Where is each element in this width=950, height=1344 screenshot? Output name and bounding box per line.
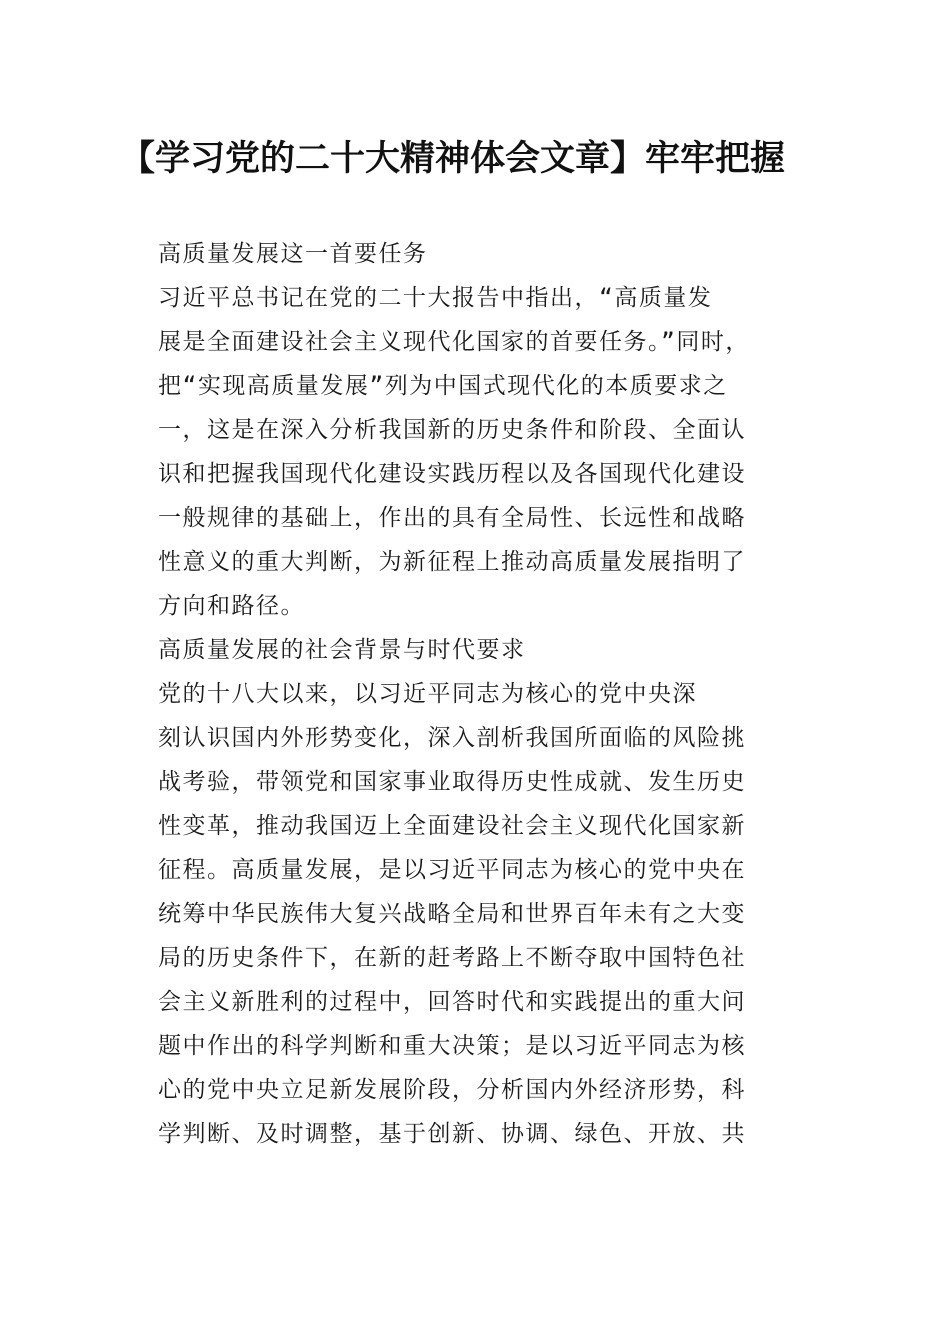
- text-line: 一般规律的基础上，作出的具有全局性、长远性和战略: [158, 505, 746, 531]
- text-line: 会主义新胜利的过程中，回答时代和实践提出的重大问: [158, 989, 746, 1015]
- text-line: 性变革，推动我国迈上全面建设社会主义现代化国家新: [158, 813, 746, 839]
- document-title: 【学习党的二十大精神体会文章】牢牢把握: [120, 138, 786, 179]
- text-line: 识和把握我国现代化建设实践历程以及各国现代化建设: [158, 461, 746, 487]
- text-line: 学判断、及时调整，基于创新、协调、绿色、开放、共: [158, 1121, 746, 1147]
- text-line: 把“实现高质量发展”列为中国式现代化的本质要求之: [158, 373, 728, 399]
- text-line: 征程。高质量发展，是以习近平同志为核心的党中央在: [158, 857, 746, 883]
- document-body: [158, 232, 798, 1156]
- text-line: 高质量发展的社会背景与时代要求: [158, 637, 526, 663]
- text-line: 局的历史条件下，在新的赶考路上不断夺取中国特色社: [158, 945, 746, 971]
- text-line: 战考验，带领党和国家事业取得历史性成就、发生历史: [158, 769, 746, 795]
- text-line: 统筹中华民族伟大复兴战略全局和世界百年未有之大变: [158, 901, 746, 927]
- text-line: 心的党中央立足新发展阶段，分析国内外经济形势，科: [158, 1077, 746, 1103]
- text-line: 习近平总书记在党的二十大报告中指出，“高质量发: [158, 285, 713, 311]
- text-line: 题中作出的科学判断和重大决策；是以习近平同志为核: [158, 1033, 746, 1059]
- text-line: 展是全面建设社会主义现代化国家的首要任务。”同时，: [158, 329, 750, 355]
- text-line: 方向和路径。: [158, 593, 305, 619]
- text-line: 性意义的重大判断，为新征程上推动高质量发展指明了: [158, 549, 746, 575]
- text-line: 刻认识国内外形势变化，深入剖析我国所面临的风险挑: [158, 725, 746, 751]
- text-line: 高质量发展这一首要任务: [158, 241, 428, 267]
- text-line: 一，这是在深入分析我国新的历史条件和阶段、全面认: [158, 417, 746, 443]
- text-line: 党的十八大以来，以习近平同志为核心的党中央深: [158, 681, 697, 707]
